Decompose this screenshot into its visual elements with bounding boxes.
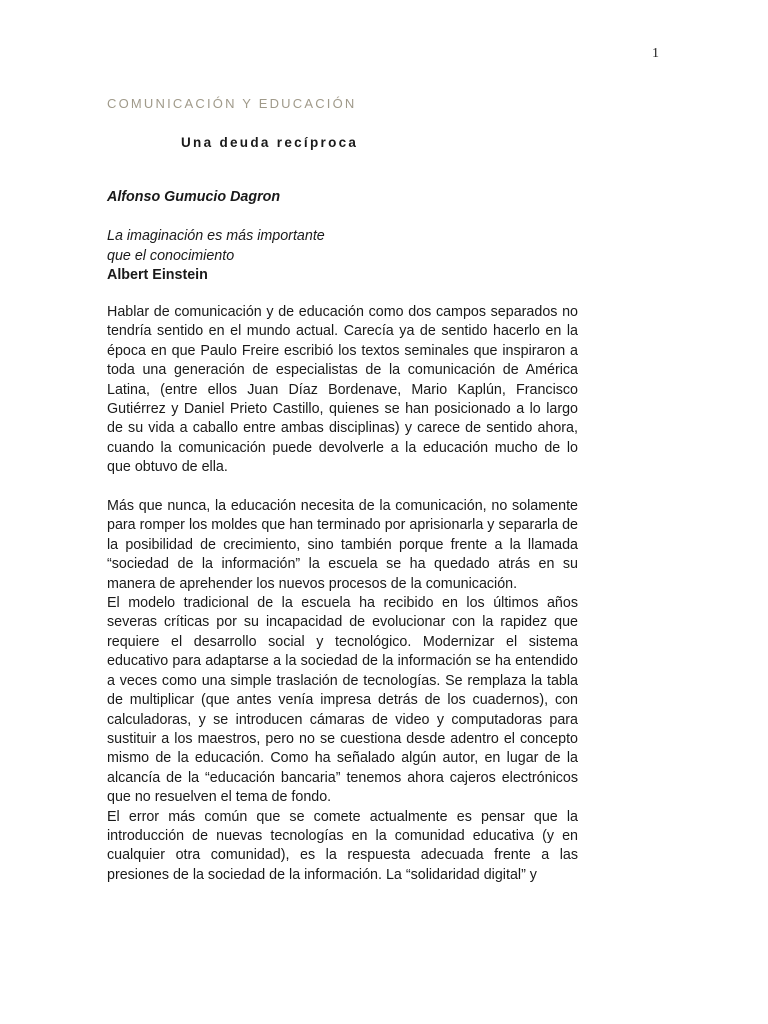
body-text xyxy=(107,303,578,885)
document-subtitle: Una deuda recíproca xyxy=(181,135,359,150)
epigraph-attribution: Albert Einstein xyxy=(107,267,208,283)
paragraph: El modelo tradicional de la escuela ha recibido en los últimos años severas críticas por su incapacidad de evolucionar con la rapidez que requiere el desarrollo social y tecnológico. Modernizar el sistema educativo para adaptarse a la sociedad de la información se ha entendido a veces como una simple traslación de tecnologías. Se remplaza la tabla de multiplicar (que antes venía impresa detrás de los cuadernos), con calculadoras, y se introducen cámaras de video y computadoras para sustituir a los maestros, pero no se cuestiona desde adentro el concepto mismo de la educación. Como ha señalado algún autor, en lugar de la alcancía de la “educación bancaria” tenemos ahora cajeros electrónicos que no resuelven el tema de fondo. xyxy=(107,595,578,806)
document-title: COMUNICACIÓN Y EDUCACIÓN xyxy=(107,96,357,111)
paragraph: Más que nunca, la educación necesita de la comunicación, no solamente para romper los moldes que han terminado por aprisionarla y separarla de la posibilidad de crecimiento, sino también porque frente a la llamada “sociedad de la información” la escuela se ha quedado atrás en su manera de aprehender los nuevos procesos de la comunicación. xyxy=(107,498,578,592)
epigraph-line: La imaginación es más importante xyxy=(107,228,325,244)
author-name: Alfonso Gumucio Dagron xyxy=(107,189,281,205)
epigraph-line: que el conocimiento xyxy=(107,247,235,264)
paragraph: Hablar de comunicación y de educación como dos campos separados no tendría sentido en el mundo actual. Carecía ya de sentido hacerlo en la época en que Paulo Freire escribió los textos seminales que inspiraron a toda una generación de especialistas de la comunicación de América Latina, (entre ellos Juan Díaz Bordenave, Mario Kaplún, Francisco Gutiérrez y Daniel Prieto Castillo, quienes se han posicionado a lo largo de su vida a caballo entre ambas disciplinas) y carece de sentido ahora, cuando la comunicación puede devolverle a la educación mucho de lo que obtuvo de ella. xyxy=(107,304,578,476)
paragraph: El error más común que se comete actualmente es pensar que la introducción de nuevas tecnologías en la comunidad educativa (y en cualquier otra comunidad), es la respuesta adecuada frente a las presiones de la sociedad de la información. La “solidaridad digital” y xyxy=(107,808,578,883)
page-number: 1 xyxy=(652,46,659,61)
epigraph xyxy=(107,227,325,286)
